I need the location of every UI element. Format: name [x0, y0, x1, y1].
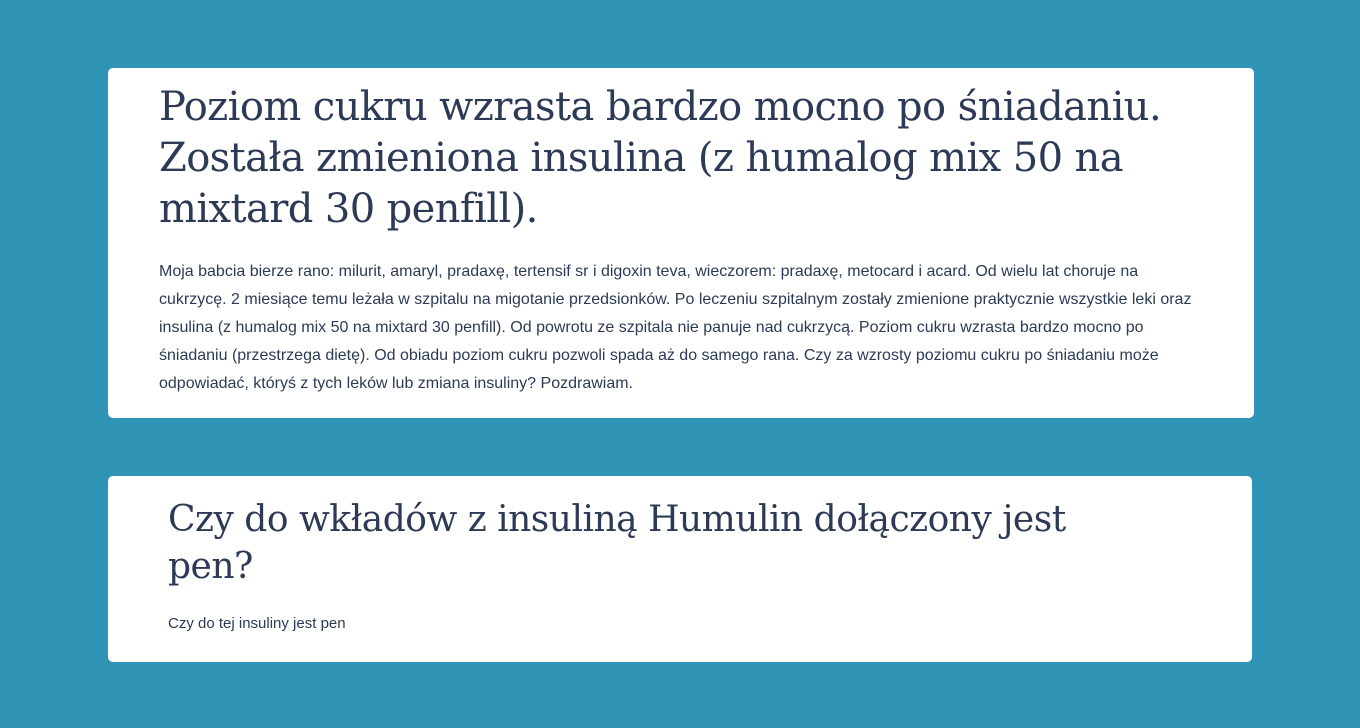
question-card[interactable]: [108, 68, 1254, 418]
question-card[interactable]: [108, 476, 1252, 662]
question-body: Moja babcia bierze rano: milurit, amaryl, pradaxę, tertensif sr i digoxin teva, wieczorem: pradaxę, metocard i acard. Od wielu lat choruje na cukrzycę. 2 miesiące temu leżała w szpitalu na migotanie przedsionków. Po leczeniu szpitalnym zostały zmienione praktycznie wszystkie leki oraz insulina (z humalog mix 50 na mixtard 30 penfill). Od powrotu ze szpitala nie panuje nad cukrzycą. Poziom cukru wzrasta bardzo mocno po śniadaniu (przestrzega dietę). Od obiadu poziom cukru pozwoli spada aż do samego rana. Czy za wzrosty poziomu cukru po śniadaniu może odpowiadać, któryś z tych leków lub zmiana insuliny? Pozdrawiam.: [159, 263, 1192, 392]
question-body: Czy do tej insuliny jest pen: [168, 615, 346, 632]
question-title[interactable]: Czy do wkładów z insuliną Humulin dołączony jest pen?: [168, 499, 1066, 587]
question-title[interactable]: Poziom cukru wzrasta bardzo mocno po śniadaniu. Została zmieniona insulina (z humalog mix 50 na mixtard 30 penfill).: [159, 84, 1162, 232]
